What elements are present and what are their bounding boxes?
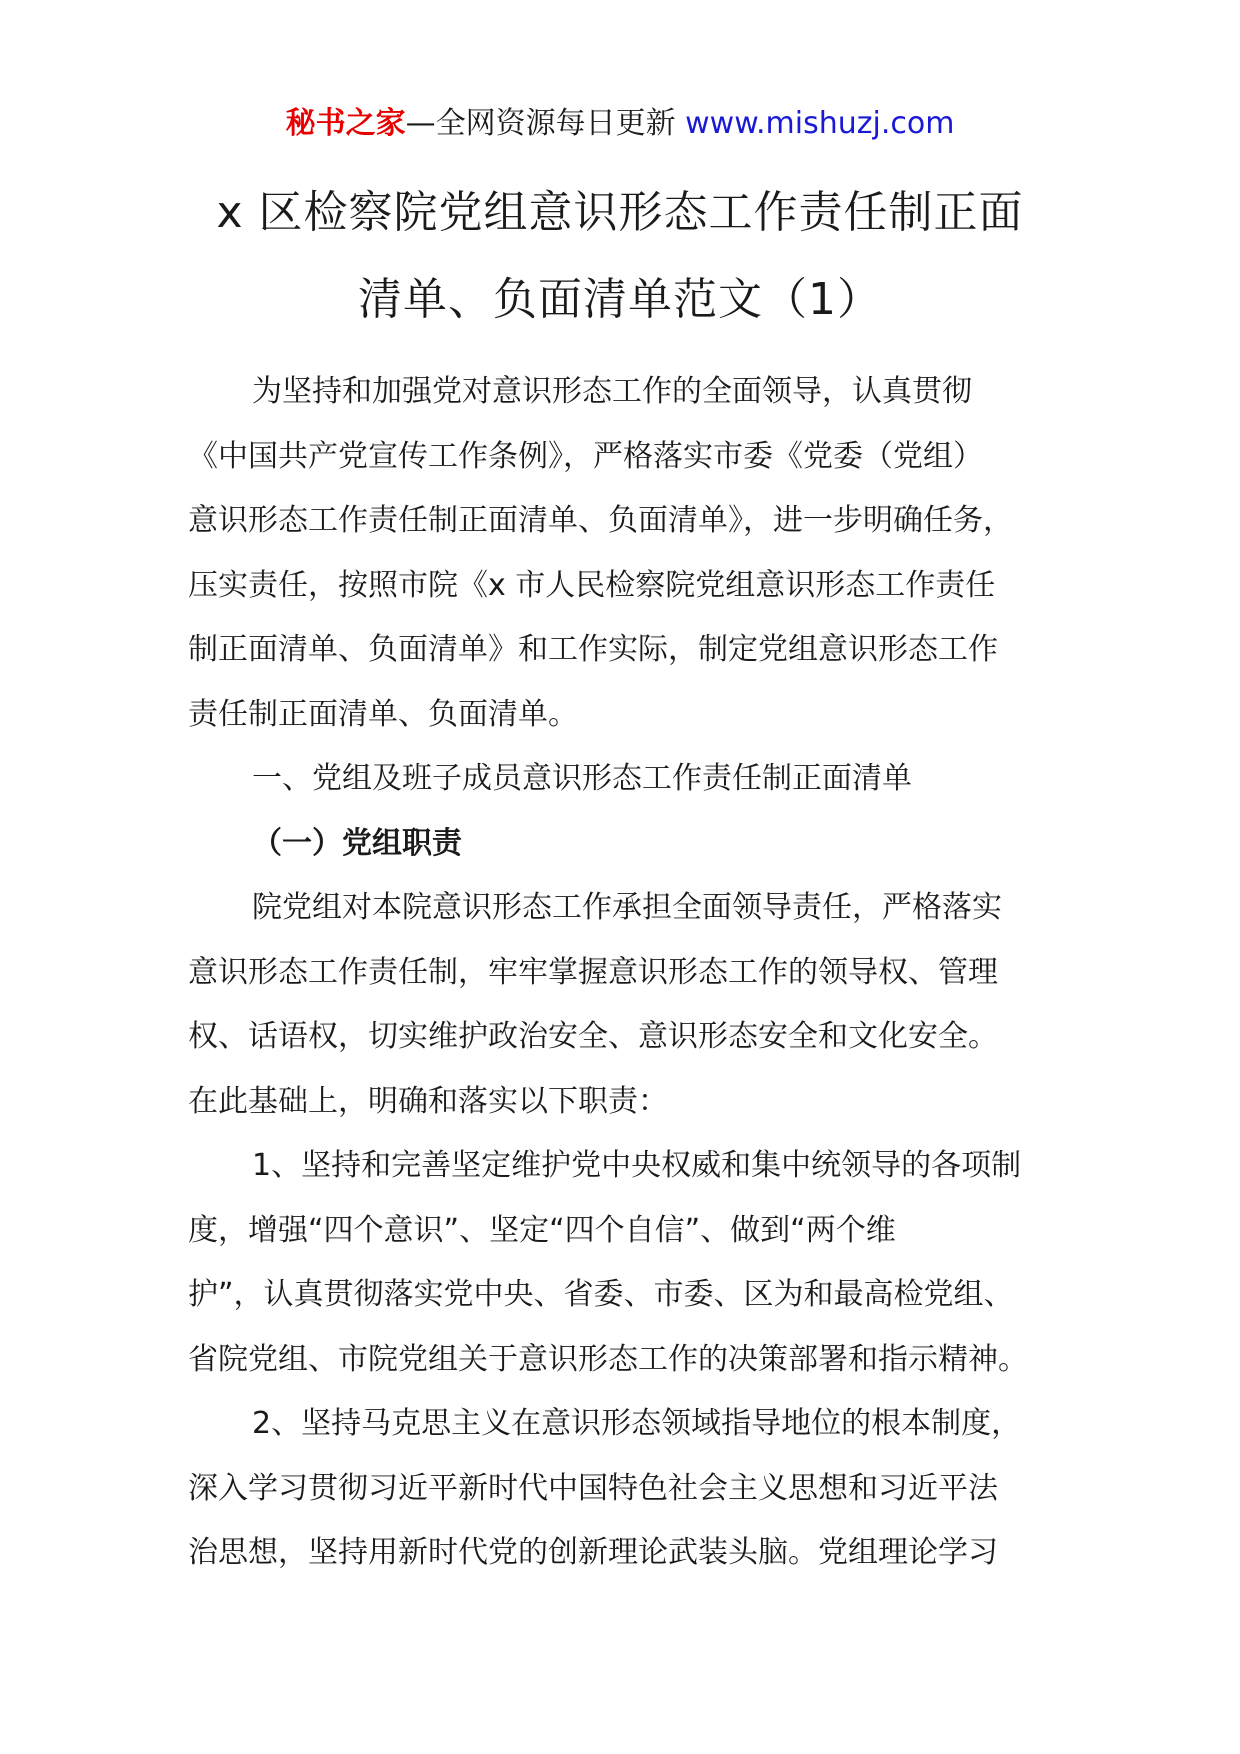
- document-body: [188, 360, 1068, 1586]
- subsection-heading: （一）党组职责: [252, 825, 462, 861]
- header-slogan: —全网资源每日更新: [405, 106, 686, 141]
- list-item-line: 度，增强“四个意识”、坚定“四个自信”、做到“两个维: [188, 1212, 896, 1248]
- paragraph-line: 压实责任，按照市院《x 市人民检察院党组意识形态工作责任: [188, 567, 996, 603]
- list-item-line: 2、坚持马克思主义在意识形态领域指导地位的根本制度，: [252, 1406, 1022, 1441]
- paragraph-line: 制正面清单、负面清单》和工作实际，制定党组意识形态工作: [188, 632, 998, 667]
- section-heading: 一、党组及班子成员意识形态工作责任制正面清单: [252, 761, 912, 796]
- list-item-line: 护”，认真贯彻落实党中央、省委、市委、区为和最高检党组、: [188, 1277, 1014, 1312]
- paragraph-line: 权、话语权，切实维护政治安全、意识形态安全和文化安全。: [188, 1019, 998, 1054]
- paragraph-line: 院党组对本院意识形态工作承担全面领导责任，严格落实: [252, 890, 1002, 925]
- paragraph-line: 在此基础上，明确和落实以下职责：: [188, 1083, 668, 1119]
- list-item-line: 1、坚持和完善坚定维护党中央权威和集中统领导的各项制: [252, 1148, 1022, 1183]
- paragraph-line: 《中国共产党宣传工作条例》，严格落实市委《党委（党组）: [188, 438, 983, 474]
- site-url[interactable]: www.mishuzj.com: [685, 106, 955, 141]
- document-title-line-2: 清单、负面清单范文（1）: [358, 274, 882, 325]
- paragraph-line: 意识形态工作责任制，牢牢掌握意识形态工作的领导权、管理: [188, 954, 998, 990]
- list-item-line: 治思想，坚持用新时代党的创新理论武装头脑。党组理论学习: [188, 1535, 998, 1570]
- header-banner: [0, 102, 1240, 146]
- list-item-line: 省院党组、市院党组关于意识形态工作的决策部署和指示精神。: [188, 1341, 1028, 1377]
- document-title-line-1: x 区检察院党组意识形态工作责任制正面: [216, 187, 1024, 238]
- paragraph-line: 为坚持和加强党对意识形态工作的全面领导，认真贯彻: [252, 374, 972, 409]
- paragraph-line: 意识形态工作责任制正面清单、负面清单》，进一步明确任务，: [188, 503, 1013, 538]
- paragraph-line: 责任制正面清单、负面清单。: [188, 696, 578, 732]
- list-item-line: 深入学习贯彻习近平新时代中国特色社会主义思想和习近平法: [188, 1470, 998, 1506]
- brand-name: 秘书之家: [285, 106, 406, 141]
